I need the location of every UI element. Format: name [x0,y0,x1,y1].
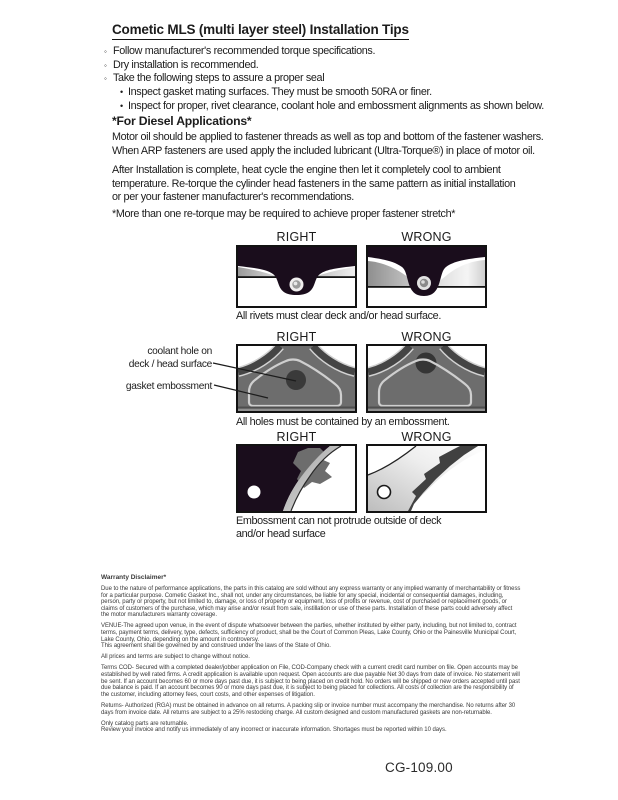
bullet-icon: ◦ [104,60,107,70]
bolt-hole-icon [248,486,261,499]
diesel-paragraph-1 [112,131,543,158]
row2-caption: All holes must be contained by an embossment. [236,416,450,428]
row3-caption-line1: Embossment can not protrude outside of deck [236,515,442,527]
row1-caption: All rivets must clear deck and/or head surface. [236,310,441,322]
callout-line: deck / head surface [128,358,212,370]
diesel-applications-heading: *For Diesel Applications* [112,114,252,128]
page-title: Cometic MLS (multi layer steel) Installation Tips [112,22,409,40]
embossment-inside-illustration [238,446,355,511]
callout-leader-lines [212,352,300,404]
embossment-wrong-diagram [366,344,487,413]
legal-paragraph: Terms COD- Secured with a completed dealer/jobber application on File, COD-Company check with a current credit card number on file. Open accounts may be established by well rated firms. A credit application is available upon request. Open accounts are due payable Net 30 days from date of invoice. No statement will be sent. If an account becomes 60 or more days past due, it is subject to being placed on credit hold. No orders will be shipped or new orders accepted until past due balance is paid. If an account becomes 90 or more days past due, it is subject to being placed for collections. All costs of collection are the responsibility of the customer, including attorney fees, court costs, and other expenses of litigation. [101,665,520,698]
protrusion-wrong-diagram [366,444,487,513]
bullet-icon: • [120,100,123,111]
wrong-label-row3: WRONG [401,430,452,444]
legal-paragraph: This agreement shall be governed by and construed under the laws of the State of Ohio. [101,643,331,650]
rivet-right-diagram [236,245,357,308]
tip-text: Inspect for proper, rivet clearance, coolant hole and embossment alignments as shown below. [128,99,544,112]
hole-outside-illustration [368,346,485,411]
legal-paragraph: VENUE-The agreed upon venue, in the event of dispute whatsoever between the parties, whether instituted by either party, including, but not limited to, contract terms, payment terms, delivery, type, defects, sufficiency of product, shall be the Court of Common Pleas, Lake County, Ohio or the Painesville Municipal Court, Lake County, Ohio, depending on the amount in controversy. [101,623,517,643]
page-code: CG-109.00 [385,760,453,775]
callout-line: coolant hole on [147,346,212,357]
list-item [104,59,544,73]
coolant-hole-callout [98,346,212,371]
wrong-label-row2: WRONG [401,330,452,344]
warranty-disclaimer-section [101,574,521,738]
right-label-row2: RIGHT [276,330,317,344]
rivet-wrong-diagram [366,245,487,308]
callout-line: gasket embossment [125,381,212,392]
bullet-icon: ◦ [104,47,107,56]
right-label-row1: RIGHT [276,230,317,244]
tip-text: Inspect gasket mating surfaces. They must be smooth 50RA or finer. [128,86,432,99]
rivet-clear-illustration [238,247,355,306]
legal-paragraph: Due to the nature of performance applications, the parts in this catalog are sold without any express warranty or any implied warranty of merchantability or fitness for a particular purpose. Cometic Gasket Inc., shall not, under any circumstances, be liable for any special, incidental or consequential damages, including, person, party or property, but not limited to, damage, or loss of property or equipment, loss of profits or revenue, cost of purchased or replacement goods, or claims of customers of the purchase, which may arise and/or result from sale, instillation or use of these parts. Installation of these parts could adversely affect the motor manufacturers warranty coverage. [101,586,521,619]
tip-text: Dry installation is recommended. [113,58,259,71]
installation-tips-list [104,45,544,113]
paragraph-line: When ARP fasteners are used apply the included lubricant (Ultra-Torque®) in place of motor oil. [112,144,535,157]
paragraph-line: or per your fastener manufacturer's recommendations. [112,191,354,204]
rivet-icon [290,278,304,292]
legal-paragraph: Review your invoice and notify us immediately of any incorrect or inaccurate information. Shortages must be reported within 10 days. [101,727,447,734]
bullet-icon: • [120,87,123,98]
paragraph-line: After Installation is complete, heat cycle the engine then let it completely cool to ambient [112,164,501,176]
bullet-icon: ◦ [104,74,107,84]
warranty-disclaimer-heading: Warranty Disclaimer* [101,574,167,581]
row3-caption-line2: and/or head surface [236,528,326,540]
gasket-embossment-callout [98,381,212,394]
legal-paragraph: All prices and terms are subject to change without notice. [101,654,250,661]
list-item [120,86,544,100]
rivet-icon [417,276,431,290]
right-label-row3: RIGHT [276,430,317,444]
wrong-label-row1: WRONG [401,230,452,244]
tip-text: Take the following steps to assure a proper seal [113,72,325,85]
rivet-touching-illustration [368,247,485,306]
bolt-hole-icon [378,486,391,499]
legal-paragraph: Returns- Authorized (RGA) must be obtained in advance on all returns. A packing slip or invoice number must accompany the merchandise. No returns after 30 days from invoice date. All returns are subject to a 25% restocking charge. All custom designed and custom manufactured gaskets are non-returnable. [101,702,516,716]
list-item [104,72,544,86]
list-item [120,100,544,114]
list-item [104,45,544,59]
legal-paragraph: Only catalog parts are returnable. [101,720,189,727]
retorque-footnote: *More than one re-torque may be required to achieve proper fastener stretch* [112,208,456,220]
embossment-protruding-illustration [368,446,485,511]
diesel-paragraph-2 [112,164,515,205]
paragraph-line: Motor oil should be applied to fastener threads as well as top and bottom of the fastener washers. [112,131,544,143]
tip-text: Follow manufacturer's recommended torque specifications. [113,45,376,57]
protrusion-right-diagram [236,444,357,513]
paragraph-line: temperature. Re-torque the cylinder head fasteners in the same pattern as initial installation [112,177,516,190]
